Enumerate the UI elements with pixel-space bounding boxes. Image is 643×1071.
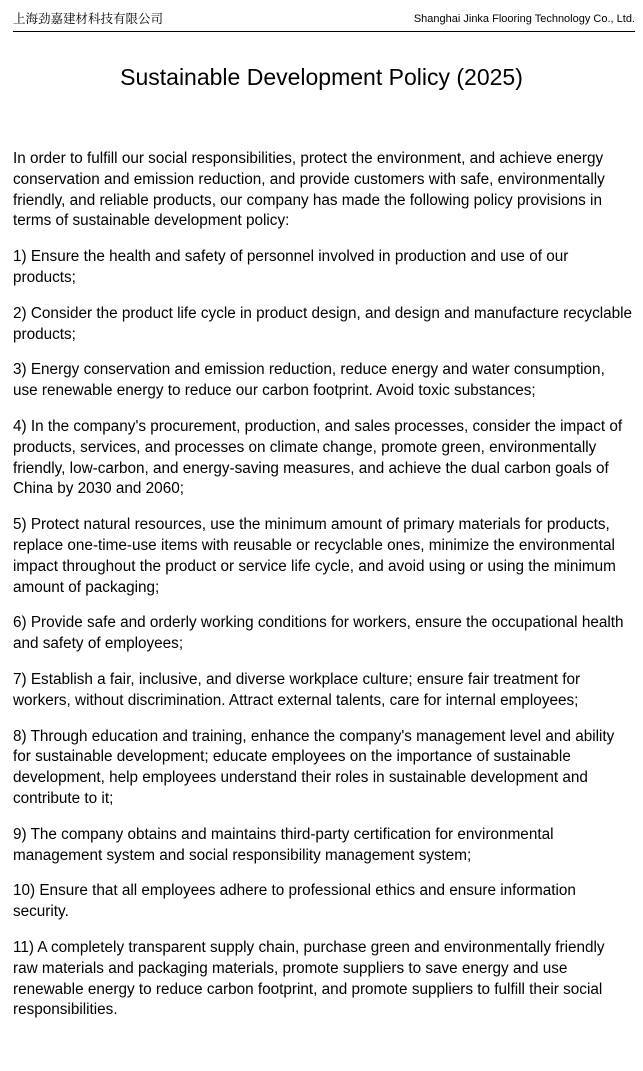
policy-item-5: 5) Protect natural resources, use the minimum amount of primary materials for products, replace one-time-use items with reusable or recyclable ones, minimize the environmental impact throughout the product or service life cycle, and avoid using or using the minimum amount of packaging;	[13, 516, 616, 596]
policy-item-9: 9) The company obtains and maintains third-party certification for environmental management system and social responsibility management system;	[13, 825, 554, 864]
intro-paragraph: In order to fulfill our social responsibilities, protect the environment, and achieve energy conservation and emission reduction, and provide customers with safe, environmentally friendly, and reliable products, our company has made the following policy provisions in terms of sustainable development policy:	[13, 150, 605, 230]
policy-item-10: 10) Ensure that all employees adhere to professional ethics and ensure information security.	[13, 882, 576, 921]
policy-item-8: 8) Through education and training, enhance the company's management level and ability for sustainable development; educate employees on the importance of sustainable development, help employees understand their roles in sustainable development and contribute to it;	[13, 727, 615, 807]
policy-item-1: 1) Ensure the health and safety of personnel involved in production and use of our products;	[13, 248, 569, 286]
policy-item-4: 4) In the company's procurement, production, and sales processes, consider the impact of products, services, and processes on climate change, promote green, environmentally friendly, low-carbon, and energy-saving measures, and achieve the dual carbon goals of China by 2030 and 2060;	[13, 417, 623, 498]
policy-item-3: 3) Energy conservation and emission reduction, reduce energy and water consumption, use renewable energy to reduce our carbon footprint. Avoid toxic substances;	[13, 361, 605, 400]
policy-item-6: 6) Provide safe and orderly working conditions for workers, ensure the occupational health and safety of employees;	[13, 614, 624, 653]
document-title: Sustainable Development Policy (2025)	[120, 64, 523, 90]
policy-item-7: 7) Establish a fair, inclusive, and diverse workplace culture; ensure fair treatment for workers, without discrimination. Attract external talents, care for internal employees;	[13, 670, 581, 709]
header-company-name-cn: 上海劲嘉建材科技有限公司	[13, 11, 164, 26]
document-body	[13, 149, 633, 1036]
policy-item-2: 2) Consider the product life cycle in product design, and design and manufacture recyclable products;	[13, 304, 633, 343]
header-company-name-en: Shanghai Jinka Flooring Technology Co., Ltd.	[413, 13, 635, 25]
policy-item-11: 11) A completely transparent supply chain, purchase green and environmentally friendly raw materials and packaging materials, promote suppliers to save energy and use renewable energy to reduce carbon footprint, and promote suppliers to fulfill their social responsibilities.	[13, 938, 605, 1019]
page-header	[13, 9, 635, 32]
